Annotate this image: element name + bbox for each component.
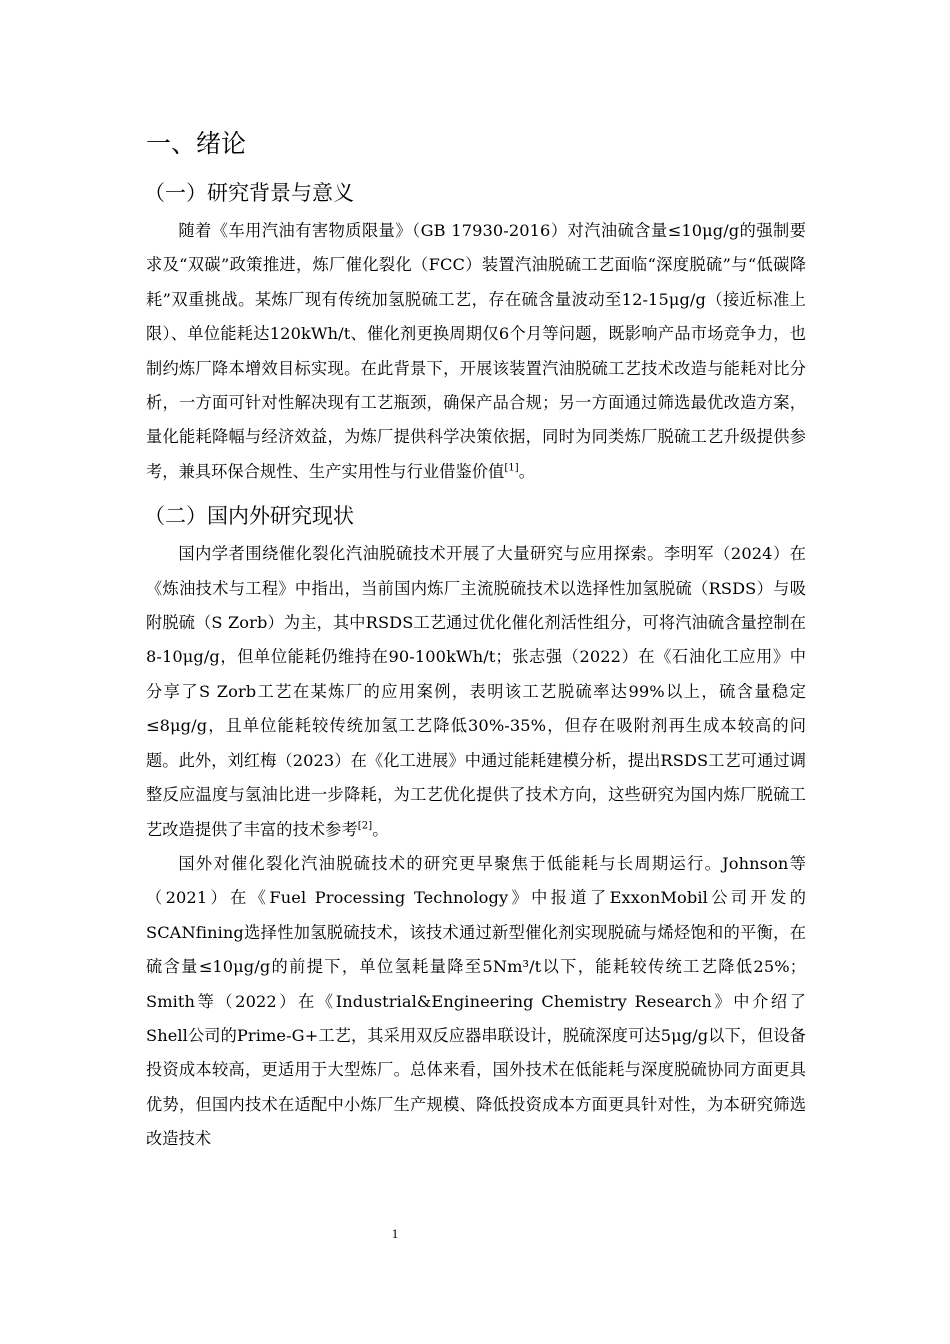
paragraph-domestic-research [146, 537, 806, 847]
paragraph-text: 随着《车用汽油有害物质限量》（GB 17930-2016）对汽油硫含量≤10μg/g的强制要求及“双碳”政策推进，炼厂催化裂化（FCC）装置汽油脱硫工艺面临“深度脱硫”与“低碳降耗”双重挑战。某炼厂现有传统加氢脱硫工艺，存在硫含量波动至12-15μg/g（接近标准上限）、单位能耗达120kWh/t、催化剂更换周期仅6个月等问题，既影响产品市场竞争力，也制约炼厂降本增效目标实现。在此背景下，开展该装置汽油脱硫工艺技术改造与能耗对比分析，一方面可针对性解决现有工艺瓶颈，确保产品合规；另一方面通过筛选最优改造方案，量化能耗降幅与经济效益，为炼厂提供科学决策依据，同时为同类炼厂脱硫工艺升级提供参考，兼具环保合规性、生产实用性与行业借鉴价值 [146, 221, 806, 481]
section-heading-research-status: （二）国内外研究现状 [144, 504, 354, 529]
citation-ref: [2] [357, 820, 373, 832]
paragraph-end: 。 [518, 461, 536, 481]
page-content [146, 122, 806, 1157]
paragraph-text: 国内学者围绕催化裂化汽油脱硫技术开展了大量研究与应用探索。李明军（2024）在《炼油技术与工程》中指出，当前国内炼厂主流脱硫技术以选择性加氢脱硫（RSDS）与吸附脱硫（S Zorb）为主，其中RSDS工艺通过优化催化剂活性组分，可将汽油硫含量控制在8-10μg/g，但单位能耗仍维持在90-100kWh/t；张志强（2022）在《石油化工应用》中分享了S Zorb工艺在某炼厂的应用案例，表明该工艺脱硫率达99%以上，硫含量稳定≤8μg/g，且单位能耗较传统加氢工艺降低30%-35%，但存在吸附剂再生成本较高的问题。此外，刘红梅（2023）在《化工进展》中通过能耗建模分析，提出RSDS工艺可通过调整反应温度与氢油比进一步降耗，为工艺优化提供了技术方向，这些研究为国内炼厂脱硫工艺改造提供了丰富的技术参考 [146, 544, 806, 839]
chapter-heading: 一、绪论 [146, 129, 247, 158]
page-number: 1 [391, 1226, 399, 1241]
citation-ref: [1] [504, 462, 519, 474]
paragraph-background [146, 214, 806, 489]
paragraph-foreign-research [146, 847, 806, 1157]
paragraph-end: 。 [372, 819, 389, 839]
paragraph-text: 国外对催化裂化汽油脱硫技术的研究更早聚焦于低能耗与长周期运行。Johnson等（2021）在《Fuel Processing Technology》中报道了ExxonMobil公司开发的SCANfining选择性加氢脱硫技术，该技术通过新型催化剂实现脱硫与烯烃饱和的平衡，在硫含量≤10μg/g的前提下，单位氢耗量降至5Nm³/t以下，能耗较传统工艺降低25%；Smith等（2022）在《Industrial&Engineering Chemistry Research》中介绍了Shell公司的Prime-G+工艺，其采用双反应器串联设计，脱硫深度可达5μg/g以下，但设备投资成本较高，更适用于大型炼厂。总体来看，国外技术在低能耗与深度脱硫协同方面更具优势，但国内技术在适配中小炼厂生产规模、降低投资成本方面更具针对性，为本研究筛选改造技术 [146, 853, 806, 1149]
section-heading-background: （一）研究背景与意义 [144, 181, 354, 205]
